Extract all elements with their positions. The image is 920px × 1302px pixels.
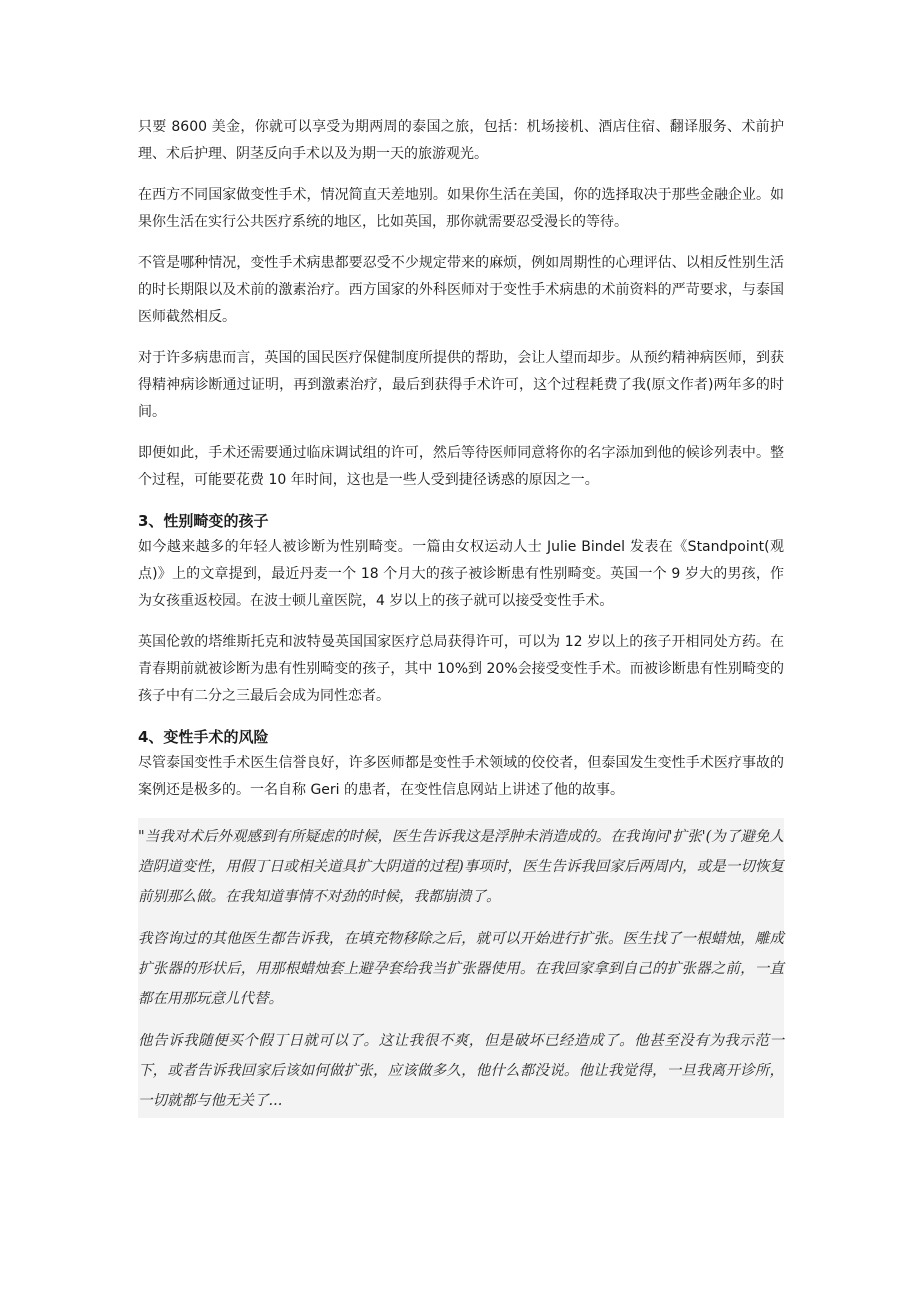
paragraph: 对于许多病患而言，英国的国民医疗保健制度所提供的帮助，会让人望而却步。从预约精神病医师，到获得精神病诊断通过证明，再到激素治疗，最后到获得手术许可，这个过程耗费了我(原文作者)两年多的时间。 — [138, 350, 784, 420]
paragraph: 只要 8600 美金，你就可以享受为期两周的泰国之旅，包括：机场接机、酒店住宿、翻译服务、术前护理、术后护理、阴茎反向手术以及为期一天的旅游观光。 — [138, 119, 784, 162]
quote-paragraph: "当我对术后外观感到有所疑虑的时候，医生告诉我这是浮肿未消造成的。在我询问'扩张'(为了避免人造阴道变性，用假丁日或相关道具扩大阴道的过程)事项时，医生告诉我回家后两周内，或是一切恢复前别那么做。在我知道事情不对劲的时候，我都崩溃了。 — [138, 829, 784, 905]
quote-paragraph: 我咨询过的其他医生都告诉我，在填充物移除之后，就可以开始进行扩张。医生找了一根蜡烛，雕成扩张器的形状后，用那根蜡烛套上避孕套给我当扩张器使用。在我回家拿到自己的扩张器之前，一直都在用那玩意儿代替。 — [138, 931, 784, 1007]
paragraph: 不管是哪种情况，变性手术病患都要忍受不少规定带来的麻烦，例如周期性的心理评估、以相反性别生活的时长期限以及术前的激素治疗。西方国家的外科医师对于变性手术病患的术前资料的严苛要求，与泰国医师截然相反。 — [138, 255, 784, 325]
section-heading: 3、性别畸变的孩子 — [138, 512, 269, 530]
quote-block — [138, 818, 784, 1118]
paragraph: 在西方不同国家做变性手术，情况简直天差地别。如果你生活在美国，你的选择取决于那些金融企业。如果你生活在实行公共医疗系统的地区，比如英国，那你就需要忍受漫长的等待。 — [138, 187, 784, 230]
paragraph: 尽管泰国变性手术医生信誉良好，许多医师都是变性手术领域的佼佼者，但泰国发生变性手术医疗事故的案例还是极多的。一名自称 Geri 的患者，在变性信息网站上讲述了他的故事。 — [138, 755, 784, 798]
section-heading: 4、变性手术的风险 — [138, 728, 269, 746]
document-page — [138, 114, 784, 1118]
paragraph: 即便如此，手术还需要通过临床调试组的许可，然后等待医师同意将你的名字添加到他的候诊列表中。整个过程，可能要花费 10 年时间，这也是一些人受到捷径诱惑的原因之一。 — [138, 445, 784, 488]
paragraph: 英国伦敦的塔维斯托克和波特曼英国国家医疗总局获得许可，可以为 12 岁以上的孩子开相同处方药。在青春期前就被诊断为患有性别畸变的孩子，其中 10%到 20%会接受变性手术。而被诊断患有性别畸变的孩子中有二分之三最后会成为同性恋者。 — [138, 634, 784, 704]
paragraph: 如今越来越多的年轻人被诊断为性别畸变。一篇由女权运动人士 Julie Bindel 发表在《Standpoint(观点)》上的文章提到，最近丹麦一个 18 个月大的孩子被诊断患有性别畸变。英国一个 9 岁大的男孩，作为女孩重返校园。在波士顿儿童医院，4 岁以上的孩子就可以接受变性手术。 — [138, 539, 784, 609]
quote-paragraph: 他告诉我随便买个假丁日就可以了。这让我很不爽，但是破坏已经造成了。他甚至没有为我示范一下，或者告诉我回家后该如何做扩张，应该做多久，他什么都没说。他让我觉得，一旦我离开诊所，一切就都与他无关了... — [138, 1033, 784, 1109]
